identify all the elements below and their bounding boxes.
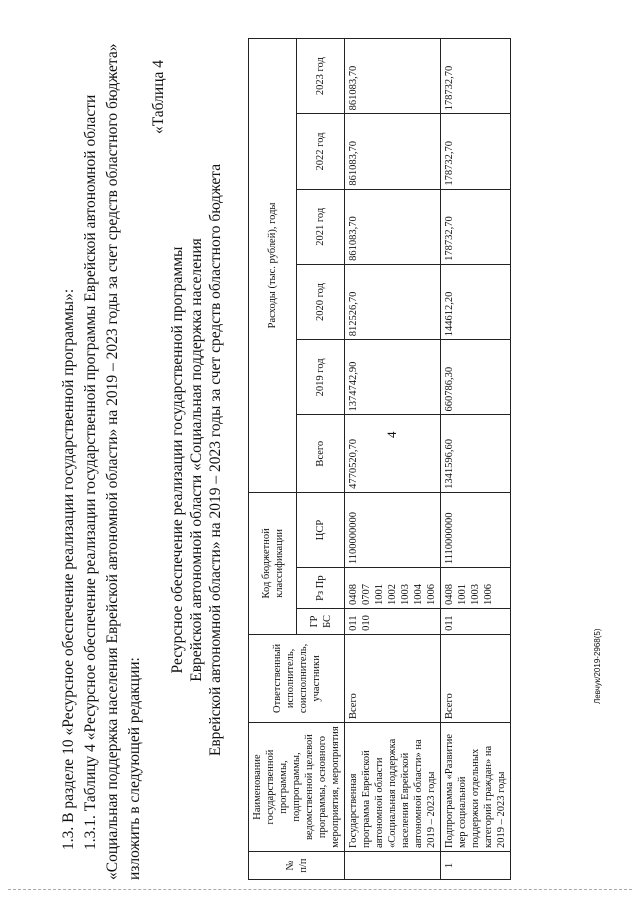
header-csr: ЦСР [297, 492, 345, 567]
cell-executor: Всего [441, 634, 511, 722]
header-budget-code: Код бюджетной классификации [249, 492, 297, 634]
intro-line-2: 1.3.1. Таблицу 4 «Ресурсное обеспечение реализации государственной программы Еврейской автономной области «Социальная поддержка населения Еврейской автономной области» на 2019 – 2023 годы за счет средств областного бюджета» изложить в следующей редакции: [82, 43, 143, 880]
cell-2019: 1374742,90 [345, 340, 441, 415]
cell-total: 1341596,60 [441, 415, 511, 492]
header-2019: 2019 год [297, 340, 345, 415]
intro-text [58, 40, 146, 880]
cell-2022: 178732,70 [441, 114, 511, 189]
cell-grbs: 011 010 [345, 609, 441, 635]
table-title-line-1: Ресурсное обеспечение реализации государственной программы [169, 246, 186, 674]
page-number: 4 [384, 431, 399, 438]
header-rzpr: Рз Пр [297, 568, 345, 609]
cell-2023: 861083,70 [345, 39, 441, 114]
cell-total: 4770520,70 [345, 415, 441, 492]
header-name: Наименование государственной программы, подпрограммы, ведомственной целевой программы, основного мероприятия, мероприятия [249, 723, 345, 852]
table-header-row-1 [249, 39, 297, 880]
table-title [168, 160, 225, 760]
cell-executor: Всего [345, 634, 441, 722]
header-2020: 2020 год [297, 264, 345, 339]
bottom-divider [8, 889, 632, 890]
cell-2020: 812526,70 [345, 264, 441, 339]
header-grbs: ГР БС [297, 609, 345, 635]
resource-table [248, 38, 511, 880]
cell-2021: 178732,70 [441, 189, 511, 264]
cell-2019: 660786,30 [441, 340, 511, 415]
header-2022: 2022 год [297, 114, 345, 189]
cell-name: Подпрограмма «Развитие мер социальной поддержки отдельных категорий граждан» на 2019 – 2023 годы [441, 723, 511, 852]
cell-2022: 861083,70 [345, 114, 441, 189]
table-title-line-2: Еврейской автономной области «Социальная поддержка населения [188, 238, 205, 682]
cell-grbs: 011 [441, 609, 511, 635]
intro-line-1: 1.3. В разделе 10 «Ресурсное обеспечение реализации государственной программы»: [60, 288, 77, 850]
table-row [441, 39, 511, 880]
footer-code: Левчук/2019-2968(5) [593, 628, 602, 704]
header-executor: Ответственный исполнитель, соисполнитель, участники [249, 634, 345, 722]
table-title-line-3: Еврейской автономной области» на 2019 – 2023 годы за счет средств областного бюджета [207, 163, 224, 757]
cell-rzpr: 0408 0707 1001 1002 1003 1004 1006 [345, 568, 441, 609]
cell-num: 1 [441, 852, 511, 880]
table-label: «Таблица 4 [150, 60, 167, 135]
cell-csr: 1100000000 [345, 492, 441, 567]
table-row [345, 39, 441, 880]
header-num: № п/п [249, 852, 345, 880]
cell-2023: 178732,70 [441, 39, 511, 114]
cell-num [345, 852, 441, 880]
header-2023: 2023 год [297, 39, 345, 114]
cell-2020: 144612,20 [441, 264, 511, 339]
header-2021: 2021 год [297, 189, 345, 264]
header-expenses: Расходы (тыс. рублей), годы [249, 39, 297, 493]
rotated-content [40, 40, 595, 880]
cell-csr: 1110000000 [441, 492, 511, 567]
cell-2021: 861083,70 [345, 189, 441, 264]
header-total: Всего [297, 415, 345, 492]
cell-rzpr: 0408 1001 1003 1006 [441, 568, 511, 609]
cell-name: Государственная программа Еврейской автономной области «Социальная поддержка населения Еврейской автономной области» на 2019 – 2023 годы [345, 723, 441, 852]
